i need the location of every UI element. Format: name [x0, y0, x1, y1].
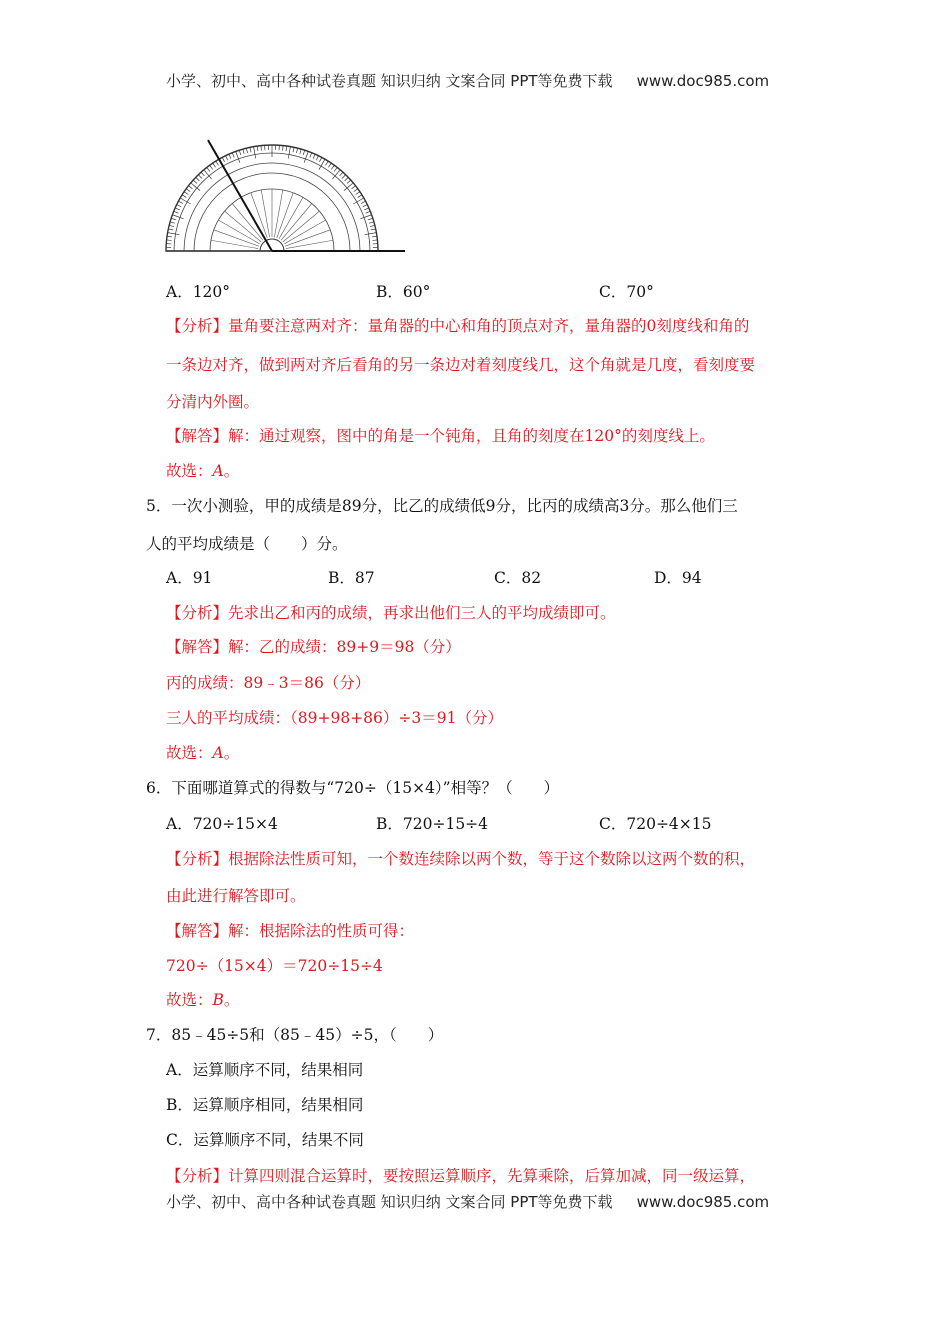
q4-solution [166, 426, 715, 446]
header-text: 小学、初中、高中各种试卷真题 知识归纳 文案合同 PPT等免费下载 [166, 72, 613, 90]
q5-solution-line3: 三人的平均成绩：（89+98+86）÷3＝91（分） [166, 709, 503, 727]
q5-analysis-tag: 【分析】 [166, 604, 229, 622]
q6-solution-line1 [166, 921, 414, 941]
q5-solution-line2: 丙的成绩：89﹣3＝86（分） [166, 674, 371, 692]
q6-option-c: C．720÷4×15 [599, 815, 712, 833]
q7-analysis-tag: 【分析】 [166, 1167, 229, 1185]
q4-option-c: C．70° [599, 283, 654, 301]
q6-solution-tag: 【解答】 [166, 922, 229, 940]
q5-answer-prefix: 故选： [166, 744, 213, 762]
q5-solution-line1 [166, 637, 461, 657]
q4-answer [166, 461, 239, 481]
q6-stem: 6．下面哪道算式的得数与“720÷（15×4）”相等？（ ） [146, 779, 560, 797]
q7-option-a: A．运算顺序不同，结果相同 [166, 1061, 364, 1079]
q5-option-a: A．91 [166, 569, 213, 587]
q4-analysis-tag: 【分析】 [166, 317, 229, 335]
q7-stem: 7．85﹣45÷5和（85﹣45）÷5，（ ） [146, 1026, 444, 1044]
q5-analysis-text: 先求出乙和丙的成绩，再求出他们三人的平均成绩即可。 [228, 604, 616, 622]
q5-answer-end: 。 [223, 744, 240, 762]
q6-option-a: A．720÷15×4 [166, 815, 278, 833]
q6-analysis-tag: 【分析】 [166, 850, 229, 868]
q6-answer-prefix: 故选： [166, 991, 213, 1009]
q7-option-b: B．运算顺序相同，结果相同 [166, 1096, 364, 1114]
q6-analysis-text1: 根据除法性质可知，一个数连续除以两个数，等于这个数除以这两个数的积， [228, 850, 756, 868]
q5-stem-line2: 人的平均成绩是（ ）分。 [146, 535, 348, 553]
q6-answer [166, 990, 239, 1010]
q6-analysis-line1 [166, 849, 755, 869]
q4-answer-prefix: 故选： [166, 462, 213, 480]
protractor-ticks [166, 140, 405, 251]
q4-answer-end: 。 [223, 462, 240, 480]
q4-analysis-text1: 量角要注意两对齐：量角器的中心和角的顶点对齐，量角器的0刻度线和角的 [228, 317, 750, 335]
q5-option-c: C．82 [494, 569, 542, 587]
q5-answer-letter: A [212, 744, 224, 762]
q6-solution-text1: 解：根据除法的性质可得： [228, 922, 415, 940]
q6-option-b: B．720÷15÷4 [376, 815, 489, 833]
footer-site: www.doc985.com [636, 1193, 770, 1211]
q7-option-c: C．运算顺序不同，结果不同 [166, 1131, 364, 1149]
q4-answer-letter: A [212, 462, 224, 480]
q5-solution-text1: 解：乙的成绩：89+9＝98（分） [228, 638, 461, 656]
q6-answer-letter: B [212, 991, 224, 1009]
q5-option-d: D．94 [654, 569, 702, 587]
q6-solution-line2: 720÷（15×4）＝720÷15÷4 [166, 957, 383, 975]
q5-option-b: B．87 [328, 569, 375, 587]
q4-solution-tag: 【解答】 [166, 427, 229, 445]
footer-text: 小学、初中、高中各种试卷真题 知识归纳 文案合同 PPT等免费下载 [166, 1193, 613, 1211]
q4-analysis-line1 [166, 316, 749, 336]
q4-analysis-line3: 分清内外圈。 [166, 393, 260, 411]
q4-option-a: A．120° [166, 283, 231, 301]
q7-analysis-text: 计算四则混合运算时，要按照运算顺序，先算乘除，后算加减，同一级运算， [228, 1167, 756, 1185]
header-site: www.doc985.com [636, 72, 770, 90]
q6-analysis-line2: 由此进行解答即可。 [166, 887, 306, 905]
q4-option-b: B．60° [376, 283, 431, 301]
q4-analysis-line2: 一条边对齐，做到两对齐后看角的另一条边对着刻度线几，这个角就是几度，看刻度要 [166, 356, 756, 374]
q5-solution-tag: 【解答】 [166, 638, 229, 656]
q4-solution-text: 解：通过观察，图中的角是一个钝角，且角的刻度在120°的刻度线上。 [228, 427, 715, 445]
q7-analysis [166, 1166, 755, 1186]
protractor-figure [164, 138, 409, 263]
q5-stem-line1: 5．一次小测验，甲的成绩是89分，比乙的成绩低9分，比丙的成绩高3分。那么他们三 [146, 497, 738, 515]
q5-answer [166, 743, 239, 763]
q6-answer-end: 。 [223, 991, 240, 1009]
q5-analysis [166, 603, 616, 623]
page-footer [166, 1191, 769, 1212]
page-header [166, 70, 769, 91]
